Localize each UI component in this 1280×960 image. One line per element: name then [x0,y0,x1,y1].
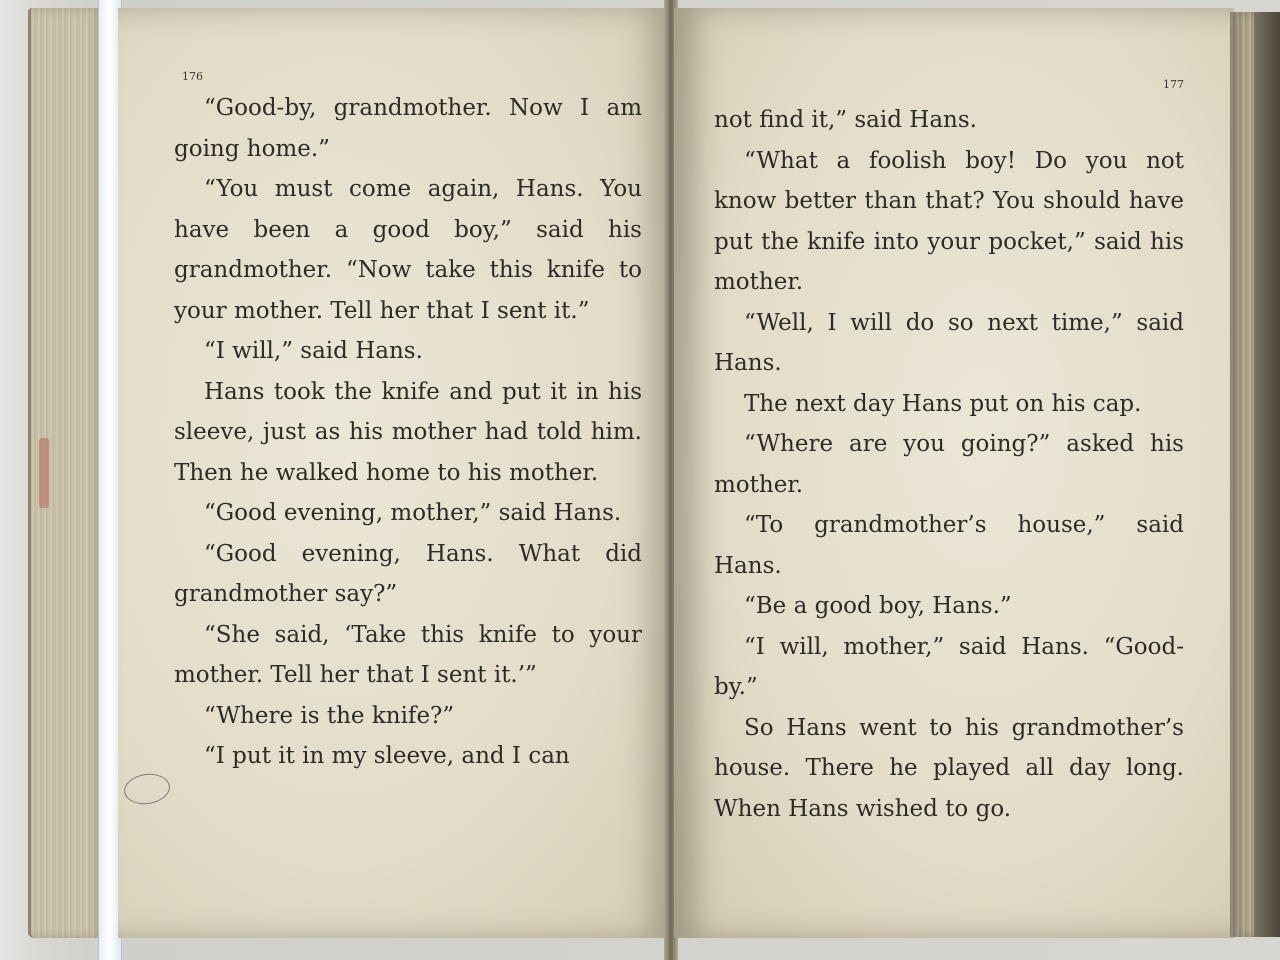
edge-stain [39,438,49,508]
paragraph: Hans took the knife and put it in his sleeve, just as his mother had told him. Then he walked home to his mother. [174,378,642,486]
paragraph: “You must come again, Hans. You have been a good boy,” said his grandmother. “Now take this knife to your mother. Tell her that I sent it.” [174,176,642,324]
paragraph: “To grandmother’s house,” said Hans. [714,512,1184,579]
paragraph: “Well, I will do so next time,” said Hans. [714,309,1184,376]
left-page-text [174,88,642,777]
paragraph: “Good evening, mother,” said Hans. [204,500,622,526]
paragraph: “Good evening, Hans. What did grandmother say?” [174,540,642,607]
paragraph: “I put it in my sleeve, and I can [204,743,570,769]
page-number-left: 176 [182,70,203,83]
left-page [118,8,672,938]
paragraph: “She said, ‘Take this knife to your mother. Tell her that I sent it.’” [174,621,642,688]
paragraph: The next day Hans put on his cap. [744,390,1142,417]
book-cover-edge [1254,12,1280,937]
paragraph: not find it,” said Hans. [714,107,977,133]
right-page-text [714,100,1184,829]
paragraph: “What a foolish boy! Do you not know better than that? You should have put the knife into your pocket,” said his mother. [714,147,1184,295]
paragraph: “Where are you going?” asked his mother. [714,431,1184,498]
paragraph: “I will, mother,” said Hans. “Good-by.” [714,633,1184,700]
paragraph: “I will,” said Hans. [204,338,423,364]
right-page [674,8,1234,938]
left-page-edges [28,8,103,938]
pencil-margin-mark [122,771,172,807]
page-number-right: 177 [1163,78,1184,91]
right-page-edges [1230,12,1280,937]
paragraph: “Where is the knife?” [204,702,455,729]
paragraph: “Good-by, grandmother. Now I am going home.” [174,95,642,162]
paragraph: So Hans went to his grandmother’s house. There he played all day long. When Hans wished to go. [714,714,1184,822]
paragraph: “Be a good boy, Hans.” [744,593,1012,619]
